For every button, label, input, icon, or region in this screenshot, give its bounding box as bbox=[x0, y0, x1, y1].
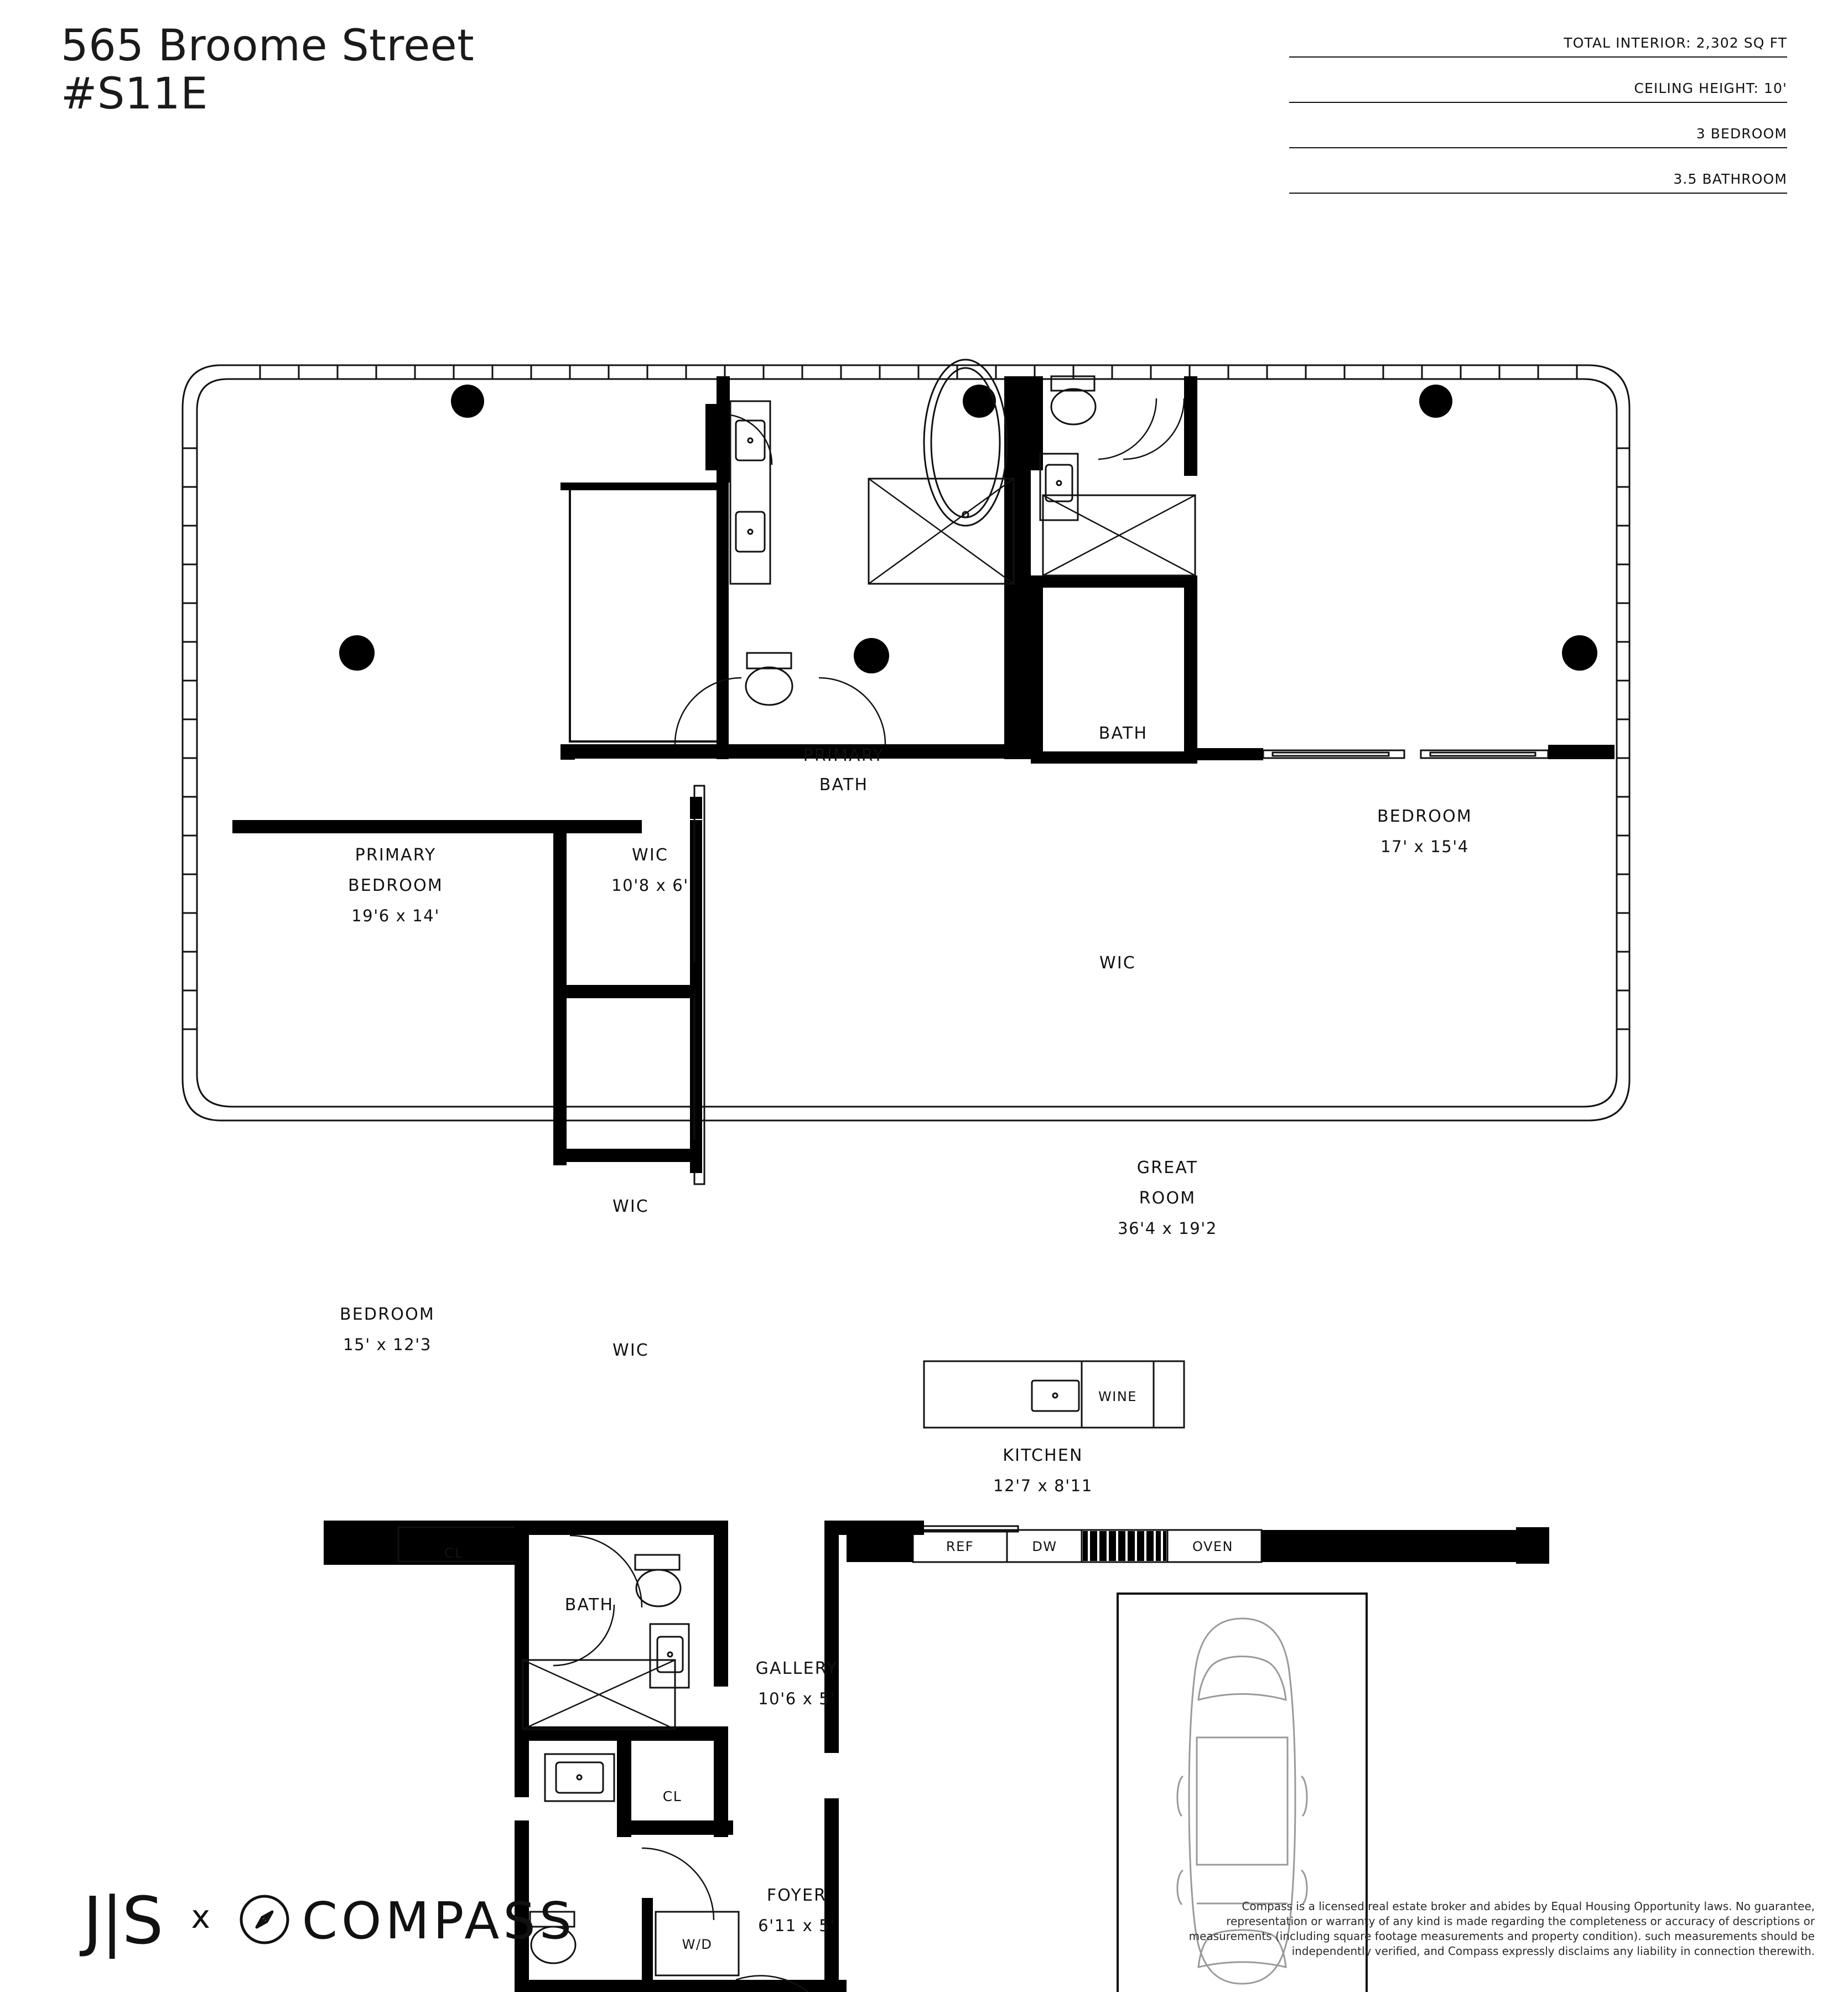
label-foyer: FOYER bbox=[766, 1886, 827, 1905]
appliance-wine-label: WINE bbox=[1098, 1389, 1137, 1404]
dim-great-room: 36'4 x 19'2 bbox=[1118, 1219, 1217, 1238]
page-title bbox=[61, 22, 474, 119]
dim-foyer: 6'11 x 5' bbox=[758, 1916, 835, 1935]
label-wic-3: WIC bbox=[612, 1197, 650, 1216]
compass-wordmark: COMPASS bbox=[302, 1891, 576, 1950]
footer bbox=[0, 1837, 1848, 1992]
js-logo: J|S bbox=[83, 1882, 163, 1959]
room-labels bbox=[340, 724, 1472, 1992]
appliance-ref-label: REF bbox=[946, 1539, 974, 1554]
compass-logo bbox=[239, 1891, 575, 1950]
label-great-room-2: ROOM bbox=[1139, 1189, 1196, 1208]
fact-total-interior-text: TOTAL INTERIOR: 2,302 SQ FT bbox=[1564, 35, 1787, 51]
fact-bathrooms-text: 3.5 BATHROOM bbox=[1673, 171, 1787, 187]
terrace-doors bbox=[1197, 745, 1615, 760]
logo-separator: x bbox=[191, 1898, 210, 1936]
appliance-oven-label: OVEN bbox=[1192, 1539, 1234, 1554]
dim-wic-primary: 10'8 x 6' bbox=[611, 876, 689, 895]
label-bath-upper: BATH bbox=[1098, 724, 1148, 743]
label-kitchen: KITCHEN bbox=[1003, 1446, 1083, 1465]
kitchen-fixtures bbox=[847, 1361, 1549, 1564]
label-gallery: GALLERY bbox=[755, 1659, 838, 1678]
property-facts bbox=[1289, 12, 1787, 194]
dim-kitchen: 12'7 x 8'11 bbox=[993, 1476, 1093, 1495]
dim-bedroom-2: 17' x 15'4 bbox=[1380, 837, 1469, 856]
walls-great-room bbox=[232, 820, 924, 1535]
label-wic-4: WIC bbox=[612, 1341, 650, 1360]
label-closet-2: CL bbox=[662, 1788, 682, 1804]
appliance-wd-label: W/D bbox=[682, 1937, 713, 1952]
fact-bedrooms-text: 3 BEDROOM bbox=[1696, 126, 1787, 142]
fact-ceiling-height-text: CEILING HEIGHT: 10' bbox=[1634, 80, 1787, 96]
label-bath-lower: BATH bbox=[564, 1595, 614, 1615]
fact-bathrooms bbox=[1289, 148, 1787, 194]
label-primary-bedroom-1: PRIMARY bbox=[355, 845, 437, 865]
fact-bedrooms bbox=[1289, 103, 1787, 148]
address-line-2: #S11E bbox=[61, 69, 208, 120]
dim-bedroom-3: 15' x 12'3 bbox=[343, 1335, 432, 1354]
dim-gallery: 10'6 x 5' bbox=[758, 1689, 835, 1708]
compass-mark-icon bbox=[239, 1894, 290, 1947]
structural-columns bbox=[339, 385, 1597, 673]
fact-ceiling-height bbox=[1289, 58, 1787, 103]
header bbox=[0, 0, 1848, 277]
label-bedroom-3: BEDROOM bbox=[340, 1305, 435, 1324]
fact-total-interior bbox=[1289, 12, 1787, 58]
dim-primary-bedroom: 19'6 x 14' bbox=[351, 906, 440, 925]
appliance-dw-label: DW bbox=[1032, 1539, 1057, 1554]
label-wic-primary: WIC bbox=[631, 845, 669, 865]
interior-walls-top bbox=[560, 376, 1258, 764]
label-primary-bath-2: BATH bbox=[819, 775, 869, 795]
fixtures-bath-upper bbox=[1040, 376, 1195, 575]
legal-disclaimer: Compass is a licensed real estate broker and abides by Equal Housing Opportunity laws. No guarantee, representation or warranty of any kind is made regarding the completeness or accuracy of descriptions or measurements (including square footage measurements and property condition). such measurements should be independently verified, and Compass expressly disclaims any liability in connection therewith. bbox=[1188, 1900, 1815, 1958]
label-bedroom-2: BEDROOM bbox=[1377, 807, 1472, 826]
label-primary-bath-1: PRIMARY bbox=[803, 746, 885, 765]
label-closet-1: CL bbox=[444, 1545, 464, 1561]
door-swings-top bbox=[675, 398, 1184, 744]
label-primary-bedroom-2: BEDROOM bbox=[348, 876, 443, 895]
address-line-1: 565 Broome Street bbox=[61, 21, 475, 71]
label-wic-bedroom2: WIC bbox=[1099, 953, 1136, 973]
label-great-room-1: GREAT bbox=[1136, 1158, 1198, 1177]
brand-logos bbox=[83, 1882, 576, 1959]
